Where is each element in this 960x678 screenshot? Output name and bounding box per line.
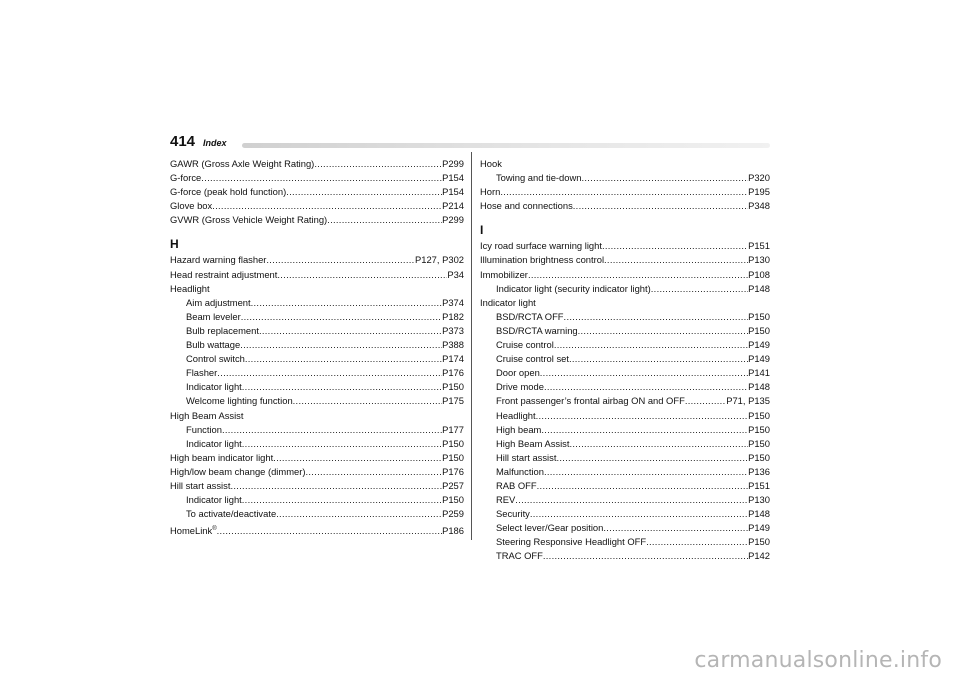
index-letter-heading: H [170, 237, 179, 252]
index-entry: Hill start assist ..... P257 [170, 479, 464, 493]
index-subentry: Indicator light ..... P150 [170, 437, 464, 451]
page-ref: P150 [748, 536, 770, 548]
page-ref: P150 [748, 324, 770, 336]
index-letter-heading: I [480, 223, 484, 238]
page-ref: P148 [748, 508, 770, 520]
page-ref: P373 [442, 324, 464, 336]
column-divider [471, 152, 472, 540]
index-subentry: Welcome lighting function ..... P175 [170, 394, 464, 408]
index-entry: Glove box ..... P214 [170, 199, 464, 213]
index-subentry: Drive mode ..... P148 [480, 380, 770, 394]
index-entry: Horn ..... P195 [480, 185, 770, 199]
page-ref: P150 [748, 437, 770, 449]
page-ref: P150 [748, 310, 770, 322]
index-subentry: BSD/RCTA warning ..... P150 [480, 324, 770, 338]
index-subentry: Security ..... P148 [480, 507, 770, 521]
index-subentry: REV ..... P130 [480, 493, 770, 507]
page-ref: P34 [447, 268, 464, 280]
page-ref: P150 [442, 451, 464, 463]
page-ref: P374 [442, 296, 464, 308]
page-ref: P388 [442, 339, 464, 351]
page-ref: P149 [748, 339, 770, 351]
index-column-left [170, 157, 464, 538]
index-subentry: Aim adjustment ..... P374 [170, 296, 464, 310]
index-subentry: Cruise control ..... P149 [480, 338, 770, 352]
page-ref: P150 [748, 409, 770, 421]
index-subentry: Hill start assist ..... P150 [480, 451, 770, 465]
index-entry: Immobilizer ..... P108 [480, 268, 770, 282]
page-ref: P136 [748, 465, 770, 477]
page-ref: P150 [748, 423, 770, 435]
page-ref: P148 [748, 282, 770, 294]
page-ref: P150 [442, 437, 464, 449]
page-ref: P154 [442, 186, 464, 198]
index-group-label: Indicator light [480, 296, 536, 308]
index-group-label: Hook [480, 158, 502, 169]
index-subentry: Flasher ..... P176 [170, 366, 464, 380]
page-ref: P71, P135 [726, 395, 770, 407]
page-ref: P149 [748, 353, 770, 365]
index-subentry: BSD/RCTA OFF ..... P150 [480, 310, 770, 324]
page-ref: P348 [748, 200, 770, 212]
page-ref: P320 [748, 172, 770, 184]
index-subentry: TRAC OFF ..... P142 [480, 549, 770, 563]
index-subentry: Control switch ..... P174 [170, 352, 464, 366]
page-ref: P149 [748, 522, 770, 534]
page-ref: P151 [748, 240, 770, 252]
page-ref: P150 [442, 494, 464, 506]
index-entry: G-force ..... P154 [170, 171, 464, 185]
page-ref: P176 [442, 465, 464, 477]
index-entry: GAWR (Gross Axle Weight Rating) ..... P299 [170, 157, 464, 171]
index-subentry: Indicator light (security indicator light) ..... P148 [480, 282, 770, 296]
index-group-label: High Beam Assist [170, 409, 244, 421]
registered-mark: ® [212, 526, 217, 533]
page-ref: P175 [442, 395, 464, 407]
index-entry: Head restraint adjustment ..... P34 [170, 268, 464, 282]
page-ref: P182 [442, 310, 464, 322]
page-ref: P150 [442, 381, 464, 393]
header-rule [242, 143, 770, 148]
index-subentry: Bulb wattage ..... P388 [170, 338, 464, 352]
index-subentry: Door open ..... P141 [480, 366, 770, 380]
index-entry: High/low beam change (dimmer) ..... P176 [170, 465, 464, 479]
index-subentry: Indicator light ..... P150 [170, 493, 464, 507]
page-ref: P174 [442, 353, 464, 365]
index-subentry: Beam leveler ..... P182 [170, 310, 464, 324]
index-entry: Hazard warning flasher ..... P127, P302 [170, 253, 464, 267]
page-ref: P127, P302 [415, 254, 464, 266]
index-subentry: High beam ..... P150 [480, 423, 770, 437]
page-ref: P186 [442, 525, 464, 537]
section-title: Index [203, 138, 227, 148]
page-ref: P259 [442, 508, 464, 520]
page-ref: P195 [748, 186, 770, 198]
index-subentry: Function ..... P177 [170, 423, 464, 437]
page-ref: P299 [442, 158, 464, 169]
page-ref: P151 [748, 479, 770, 491]
page-ref: P148 [748, 381, 770, 393]
index-subentry: Select lever/Gear position ..... P149 [480, 521, 770, 535]
index-subentry: High Beam Assist ..... P150 [480, 437, 770, 451]
index-subentry: Cruise control set ..... P149 [480, 352, 770, 366]
index-column-right [480, 157, 770, 564]
index-subentry: Malfunction ..... P136 [480, 465, 770, 479]
page-ref: P176 [442, 367, 464, 379]
page-ref: P154 [442, 172, 464, 184]
page-ref: P130 [748, 494, 770, 506]
index-entry: HomeLink® ..... P186 [170, 524, 464, 538]
page-ref: P108 [748, 268, 770, 280]
index-entry: Icy road surface warning light ..... P151 [480, 239, 770, 253]
index-entry: Illumination brightness control ..... P130 [480, 253, 770, 267]
page-ref: P177 [442, 423, 464, 435]
index-subentry: RAB OFF ..... P151 [480, 479, 770, 493]
page-ref: P130 [748, 254, 770, 266]
index-subentry: Front passenger’s frontal airbag ON and OFF ..... P71, P135 [480, 394, 770, 408]
page-ref: P142 [748, 550, 770, 562]
page-ref: P257 [442, 479, 464, 491]
index-subentry: Steering Responsive Headlight OFF ..... P150 [480, 535, 770, 549]
index-group-label: Headlight [170, 282, 210, 294]
page-ref: P214 [442, 200, 464, 212]
index-subentry: To activate/deactivate ..... P259 [170, 507, 464, 521]
index-subentry: Headlight ..... P150 [480, 409, 770, 423]
index-subentry: Indicator light ..... P150 [170, 380, 464, 394]
index-subentry: Towing and tie-down ..... P320 [480, 171, 770, 185]
index-entry: Hose and connections ..... P348 [480, 199, 770, 213]
page-number: 414 [170, 133, 196, 150]
page-ref: P299 [442, 214, 464, 226]
page-ref: P141 [748, 367, 770, 379]
watermark-text: carmanualsonline.info [694, 648, 942, 673]
page-header [170, 133, 770, 153]
index-entry: High beam indicator light ..... P150 [170, 451, 464, 465]
index-subentry: Bulb replacement ..... P373 [170, 324, 464, 338]
page-ref: P150 [748, 451, 770, 463]
index-entry: G-force (peak hold function) ..... P154 [170, 185, 464, 199]
index-entry: GVWR (Gross Vehicle Weight Rating) ..... P299 [170, 213, 464, 227]
